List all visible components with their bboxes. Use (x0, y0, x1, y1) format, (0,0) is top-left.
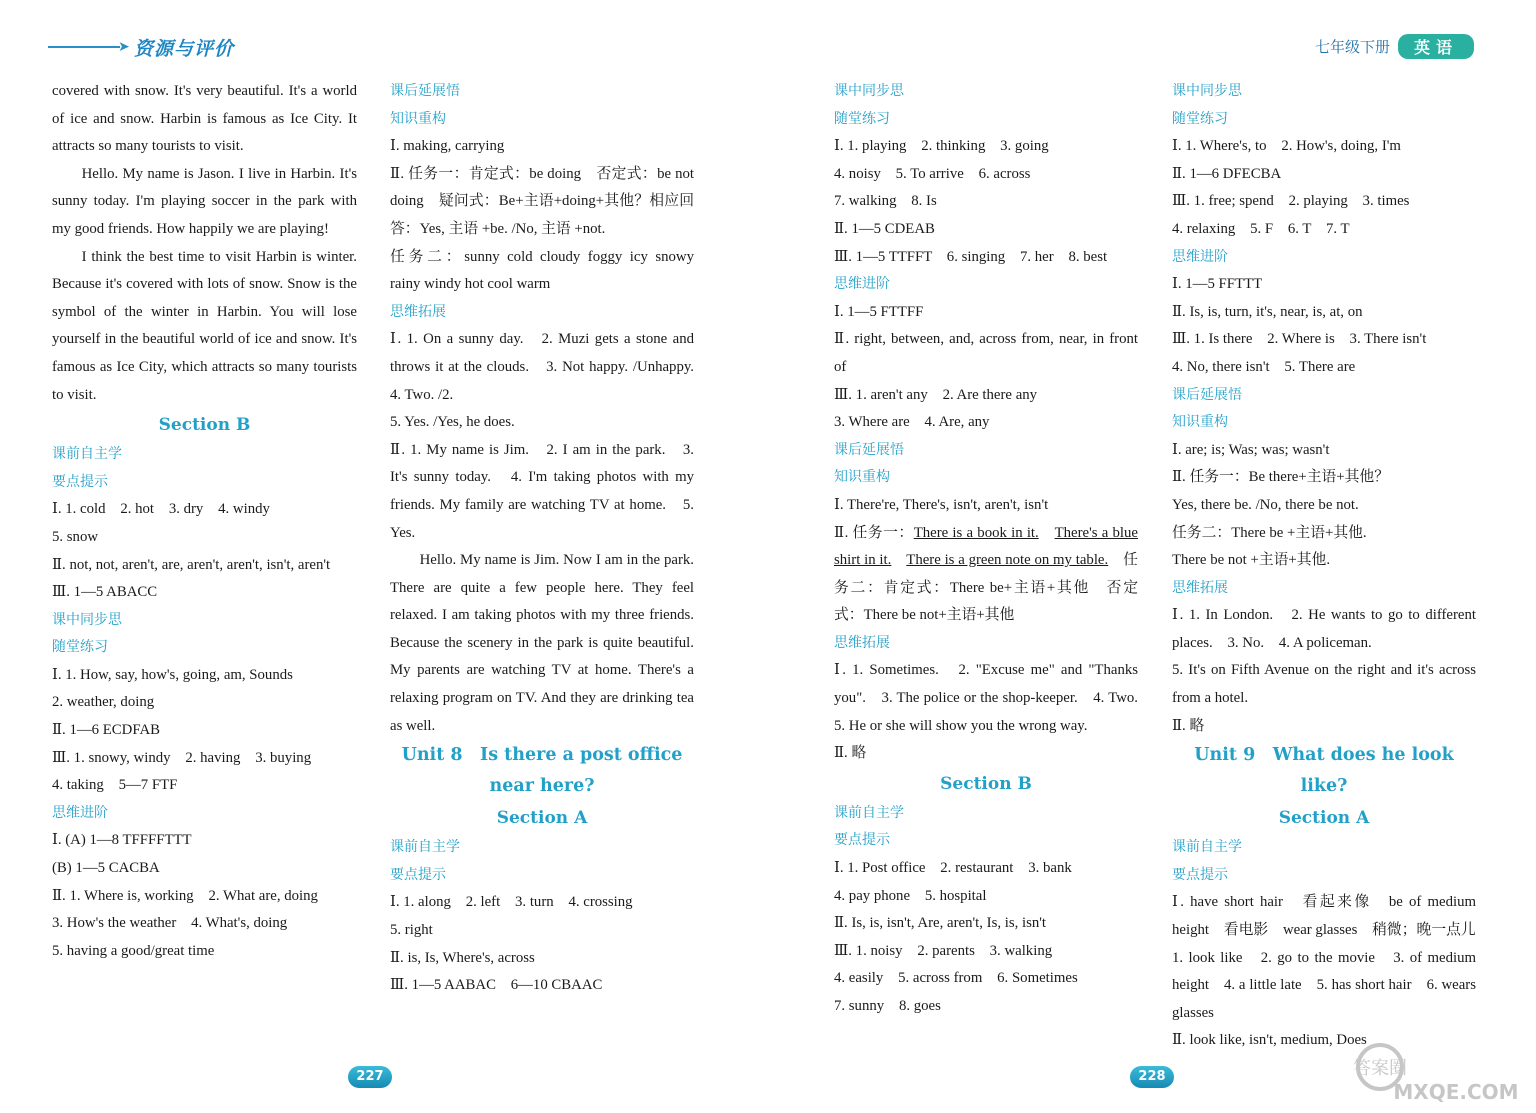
answer-line: Ⅱ. 1—5 CDEAB (834, 220, 935, 237)
answer-line: 5. right (390, 922, 433, 939)
header-rule (48, 46, 120, 48)
page-number: 228 (1130, 1066, 1174, 1088)
answer-line: Ⅲ. 1. aren't any 2. Are there any (834, 386, 1038, 403)
subheading: 思维进阶 (834, 276, 890, 293)
answer-line: 5. snow (52, 528, 99, 545)
subheading: 要点提示 (1172, 866, 1228, 883)
answer-line: 7. walking 8. Is (834, 193, 937, 210)
subheading: 课前自主学 (1172, 839, 1242, 856)
section-heading: Section B (158, 415, 251, 436)
answer-line: 任务二：sunny cold cloudy foggy icy snowy rainy windy hot cool warm (390, 248, 694, 293)
answer-line: Ⅰ. 1. playing 2. thinking 3. going (834, 138, 1049, 155)
answer-line: Ⅲ. 1—5 AABAC 6—10 CBAAC (390, 977, 603, 994)
answer-line: Ⅱ. 1. Where is, working 2. What are, doing (52, 887, 318, 904)
underlined-answer: There's a blue shirt in it. (834, 524, 1138, 569)
passage-paragraph: covered with snow. It's very beautiful. It's a world of ice and snow. Harbin is famous as Ice City. It attracts so many tourists to visit. (52, 83, 357, 155)
section-heading: Section A (1278, 808, 1370, 829)
subheading: 思维拓展 (390, 303, 446, 320)
subheading: 课后延展悟 (1172, 386, 1242, 403)
subheading: 知识重构 (390, 110, 446, 127)
column-1 (52, 78, 357, 965)
subheading: 课中同步思 (834, 83, 904, 99)
passage-paragraph: Hello. My name is Jason. I live in Harbin. It's sunny today. I'm playing soccer in the park with my good friends. How happily we are playing! (52, 165, 357, 237)
watermark-text: 答案圈 (1353, 1058, 1407, 1079)
answer-line: Ⅱ. 略 (834, 745, 867, 762)
unit-title: Unit 9 What does he look like? (1194, 745, 1454, 797)
subheading: 课中同步思 (52, 611, 122, 628)
column-2 (390, 78, 709, 1000)
subheading: 随堂练习 (1172, 110, 1228, 127)
answer-line: Ⅰ. making, carrying (390, 138, 505, 155)
unit-title: Unit 8 Is there a post office (401, 745, 683, 766)
column-3 (834, 78, 1153, 1021)
answer-line: Ⅲ. 1. noisy 2. parents 3. walking (834, 942, 1053, 959)
subheading: 知识重构 (1172, 414, 1228, 431)
subheading: 要点提示 (834, 832, 890, 849)
task-prefix: Ⅱ. 任务一： (834, 524, 914, 541)
watermark-logo (1346, 1037, 1526, 1107)
passage-paragraph: Hello. My name is Jim. Now I am in the park. There are quite a few people here. They feel relaxed. I am taking photos with my three friends. Because the scenery in the park is quite beautiful. My parents are watching TV at home. There's a relaxing program on TV. And they are drinking tea as well. (390, 552, 694, 734)
answer-line: Ⅰ. 1. In London. 2. He wants to go to different places. 3. No. 4. A policeman. (1172, 607, 1476, 651)
answer-line: Ⅰ. are; is; Was; was; wasn't (1172, 441, 1330, 458)
answer-line: 1. look like 2. go to the movie 3. of medium height 4. a little late 5. has short hair 6. wears glasses (1172, 949, 1476, 1021)
answer-line: 2. weather, doing (52, 694, 155, 711)
answer-line: 4. No, there isn't 5. There are (1172, 358, 1356, 375)
section-heading: Section B (940, 773, 1032, 794)
unit-title-continued: near here? (489, 776, 595, 797)
header-subject-block (1315, 34, 1474, 58)
answer-line: Ⅱ. is, Is, Where's, across (390, 949, 535, 966)
answer-line: Ⅲ. 1. snowy, windy 2. having 3. buying (52, 749, 312, 766)
subheading: 思维进阶 (1172, 248, 1228, 265)
subheading: 要点提示 (52, 473, 108, 490)
answer-line: Ⅰ. 1. Where's, to 2. How's, doing, I'm (1172, 138, 1401, 155)
task-suffix: 任务二：肯定式：There be+主语+其他 否定式：There be not+主语+其他 (834, 552, 1138, 624)
answer-line: Ⅰ. have short hair 看起来像 be of medium height 看电影 wear glasses 稍微；晚一点儿 (1172, 894, 1476, 939)
underlined-answer: There is a green note on my table. (906, 552, 1109, 569)
subheading: 随堂练习 (52, 639, 108, 656)
answer-line: 4. relaxing 5. F 6. T 7. T (1172, 220, 1350, 237)
subheading: 课前自主学 (390, 839, 460, 856)
answer-line: Ⅱ. 1—6 DFECBA (1172, 165, 1282, 182)
answer-line: Ⅲ. 1—5 TTFFT 6. singing 7. her 8. best (834, 248, 1108, 265)
answer-line: Ⅱ. Is, is, turn, it's, near, is, at, on (1172, 303, 1363, 320)
answer-line: Ⅱ. 任务一：肯定式：be doing 否定式：be not doing 疑问式：Be+主语+doing+其他？相应回答：Yes, 主语 +be. /No, 主语 +not. (390, 165, 694, 237)
answer-line: Ⅱ. 1. My name is Jim. 2. I am in the park. 3. It's sunny today. 4. I'm taking photos with my friends. My family are watching TV at home. 5. Yes. (390, 441, 694, 541)
subheading: 随堂练习 (834, 110, 890, 127)
subheading: 思维拓展 (834, 634, 890, 651)
answer-line: Ⅱ. look like, isn't, medium, Does (1172, 1032, 1367, 1049)
answer-line: Ⅰ. (A) 1—8 TFFFFTTT (52, 832, 192, 849)
answer-line: Ⅰ. There're, There's, isn't, aren't, isn't (834, 496, 1049, 513)
answer-line: Ⅰ. 1. along 2. left 3. turn 4. crossing (390, 894, 633, 911)
subject-badge: 英语 (1398, 34, 1474, 59)
answer-line: Ⅱ. right, between, and, across from, near, in front of (834, 331, 1138, 375)
answer-line: Yes, there be. /No, there be not. (1172, 496, 1359, 513)
subheading: 思维进阶 (52, 804, 108, 821)
grade-label: 七年级下册 (1314, 37, 1390, 56)
answer-line: Ⅰ. 1. On a sunny day. 2. Muzi gets a stone and throws it at the clouds. 3. Not happy. /Unhappy. 4. Two. /2. (390, 331, 709, 403)
answer-line: 4. noisy 5. To arrive 6. across (834, 165, 1031, 182)
answer-line: Ⅲ. 1—5 ABACC (52, 584, 158, 601)
answer-line: Ⅱ. 1—6 ECDFAB (52, 722, 161, 739)
subheading: 课前自主学 (834, 804, 904, 821)
answer-line: 任务二：There be +主语+其他. (1172, 524, 1367, 541)
watermark-url: MXQE.COM (1393, 1080, 1519, 1104)
subheading: 课后延展悟 (390, 83, 460, 99)
answer-line: 3. Where are 4. Are, any (834, 414, 990, 431)
subheading: 课后延展悟 (834, 441, 904, 458)
underlined-answer: There is a book in it. (913, 524, 1039, 541)
section-heading: Section A (496, 808, 588, 829)
subheading: 课前自主学 (52, 446, 122, 463)
answer-line: Ⅰ. 1. How, say, how's, going, am, Sounds (52, 666, 293, 683)
answer-line: Ⅱ. Is, is, isn't, Are, aren't, Is, is, isn't (834, 915, 1047, 932)
answer-line: 4. easily 5. across from 6. Sometimes (834, 970, 1078, 987)
answer-line: 5. having a good/great time (52, 942, 215, 959)
answer-line: (B) 1—5 CACBA (52, 860, 160, 877)
answer-line: Ⅲ. 1. Is there 2. Where is 3. There isn't (1172, 331, 1427, 348)
subheading: 课中同步思 (1172, 83, 1242, 99)
subheading: 知识重构 (834, 469, 890, 486)
answer-line: 5. Yes. /Yes, he does. (390, 414, 515, 431)
subheading: 思维拓展 (1172, 579, 1228, 596)
answer-line: 7. sunny 8. goes (834, 998, 941, 1014)
answer-line: 4. pay phone 5. hospital (834, 887, 987, 904)
header-brand-block (48, 34, 298, 58)
answer-line: Ⅰ. 1. Sometimes. 2. "Excuse me" and "Thanks you". 3. The police or the shop-keeper. 4. Two. 5. He or she will show you the wrong way. (834, 662, 1153, 734)
answer-line: Ⅱ. 任务一：Be there+主语+其他？ (1172, 469, 1390, 486)
passage-paragraph: I think the best time to visit Harbin is winter. Because it's covered with lots of snow. Snow is the symbol of the winter in Harbin. You will lose yourself in the beautiful world of ice and snow. It's famous as Ice City, which attracts so many tourists to visit. (52, 248, 357, 403)
page-number: 227 (348, 1066, 392, 1088)
answer-line: There be not +主语+其他. (1172, 552, 1331, 569)
answer-line: 4. taking 5—7 FTF (52, 777, 178, 794)
brand-title: 资源与评价 (134, 38, 235, 60)
answer-line: Ⅰ. 1. Post office 2. restaurant 3. bank (834, 860, 1072, 877)
answer-line: Ⅲ. 1. free; spend 2. playing 3. times (1172, 193, 1410, 210)
right-page (768, 0, 1536, 1113)
answer-line: Ⅱ. 略 (1172, 717, 1205, 734)
answer-line: Ⅰ. 1—5 FTTFF (834, 303, 924, 320)
answer-line-task (834, 520, 1138, 630)
answer-line: Ⅰ. 1—5 FFTTT (1172, 276, 1263, 293)
subheading: 要点提示 (390, 866, 446, 883)
answer-line: 3. How's the weather 4. What's, doing (52, 915, 288, 932)
column-4 (1172, 78, 1476, 1055)
arrow-icon: ➤ (118, 39, 130, 55)
answer-line: Ⅱ. not, not, aren't, are, aren't, aren't, isn't, aren't (52, 556, 331, 573)
answer-line: Ⅰ. 1. cold 2. hot 3. dry 4. windy (52, 501, 270, 518)
answer-line: 5. It's on Fifth Avenue on the right and it's across from a hotel. (1172, 662, 1476, 707)
